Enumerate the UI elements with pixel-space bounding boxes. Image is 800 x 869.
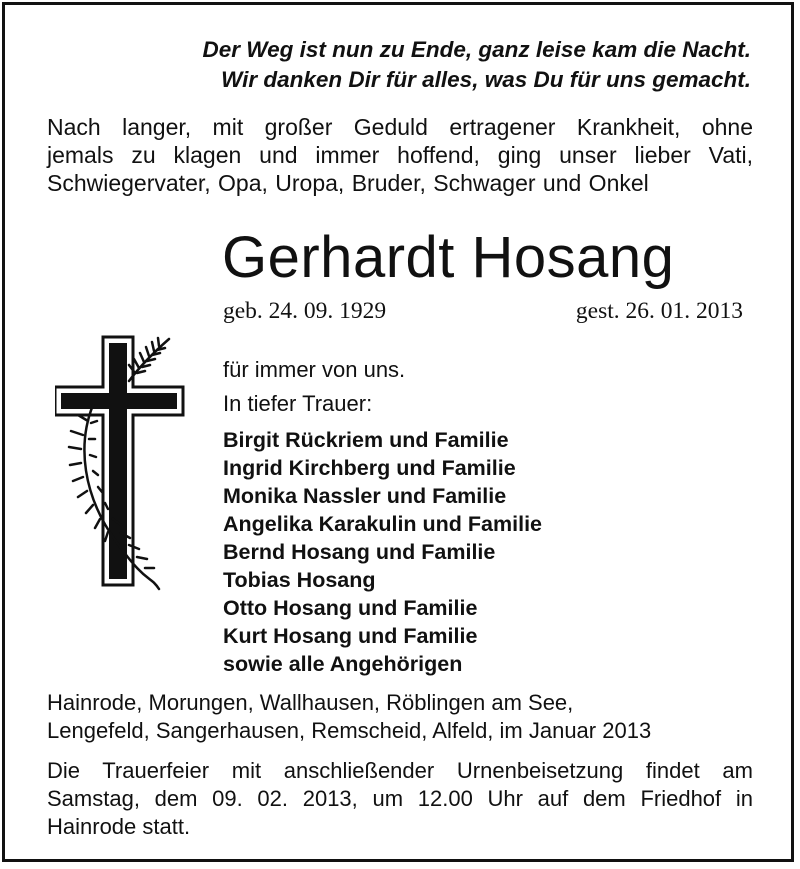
deceased-name: Gerhardt Hosang [222,225,675,290]
mourner-item: Otto Hosang und Familie [223,596,478,620]
intro-line-3: Schwiegervater, Opa, Uropa, Bruder, Schwager und Onkel [47,170,649,196]
motto-line-2: Wir danken Dir für alles, was Du für uns gemacht. [221,67,751,92]
farewell-text: für immer von uns. [223,357,406,382]
ceremony-line-2: Samstag, dem 09. 02. 2013, um 12.00 Uhr auf dem Friedhof in [47,786,753,811]
birth-date: geb. 24. 09. 1929 [223,298,387,324]
death-date: gest. 26. 01. 2013 [575,298,743,324]
mourner-item: Tobias Hosang [223,568,376,592]
mourner-item: Bernd Hosang und Familie [223,540,496,564]
places-line-2: Lengefeld, Sangerhausen, Remscheid, Alfeld, im Januar 2013 [47,718,652,743]
obituary-notice [2,2,794,862]
mourner-item: Angelika Karakulin und Familie [223,512,542,536]
intro-line-1: Nach langer, mit großer Geduld ertragener Krankheit, ohne [47,114,753,140]
mourning-label: In tiefer Trauer: [223,391,373,416]
mourner-item: sowie alle Angehörigen [223,652,463,676]
ceremony-line-1: Die Trauerfeier mit anschließender Urnenbeisetzung findet am [47,758,753,783]
mourners-list [223,426,542,678]
intro-text [47,113,753,197]
places-and-date [47,689,651,745]
mourner-item: Birgit Rückriem und Familie [223,428,509,452]
motto-line-1: Der Weg ist nun zu Ende, ganz leise kam die Nacht. [202,37,751,62]
intro-line-2: jemals zu klagen und immer hoffend, ging unser lieber Vati, [47,142,753,168]
ceremony-line-3: Hainrode statt. [47,814,191,839]
places-line-1: Hainrode, Morungen, Wallhausen, Röblingen am See, [47,690,574,715]
cross-with-palm-branch-icon [55,335,185,591]
mourner-item: Ingrid Kirchberg und Familie [223,456,516,480]
mourner-item: Monika Nassler und Familie [223,484,507,508]
motto [203,35,751,95]
ceremony-info [47,757,753,841]
mourner-item: Kurt Hosang und Familie [223,624,478,648]
